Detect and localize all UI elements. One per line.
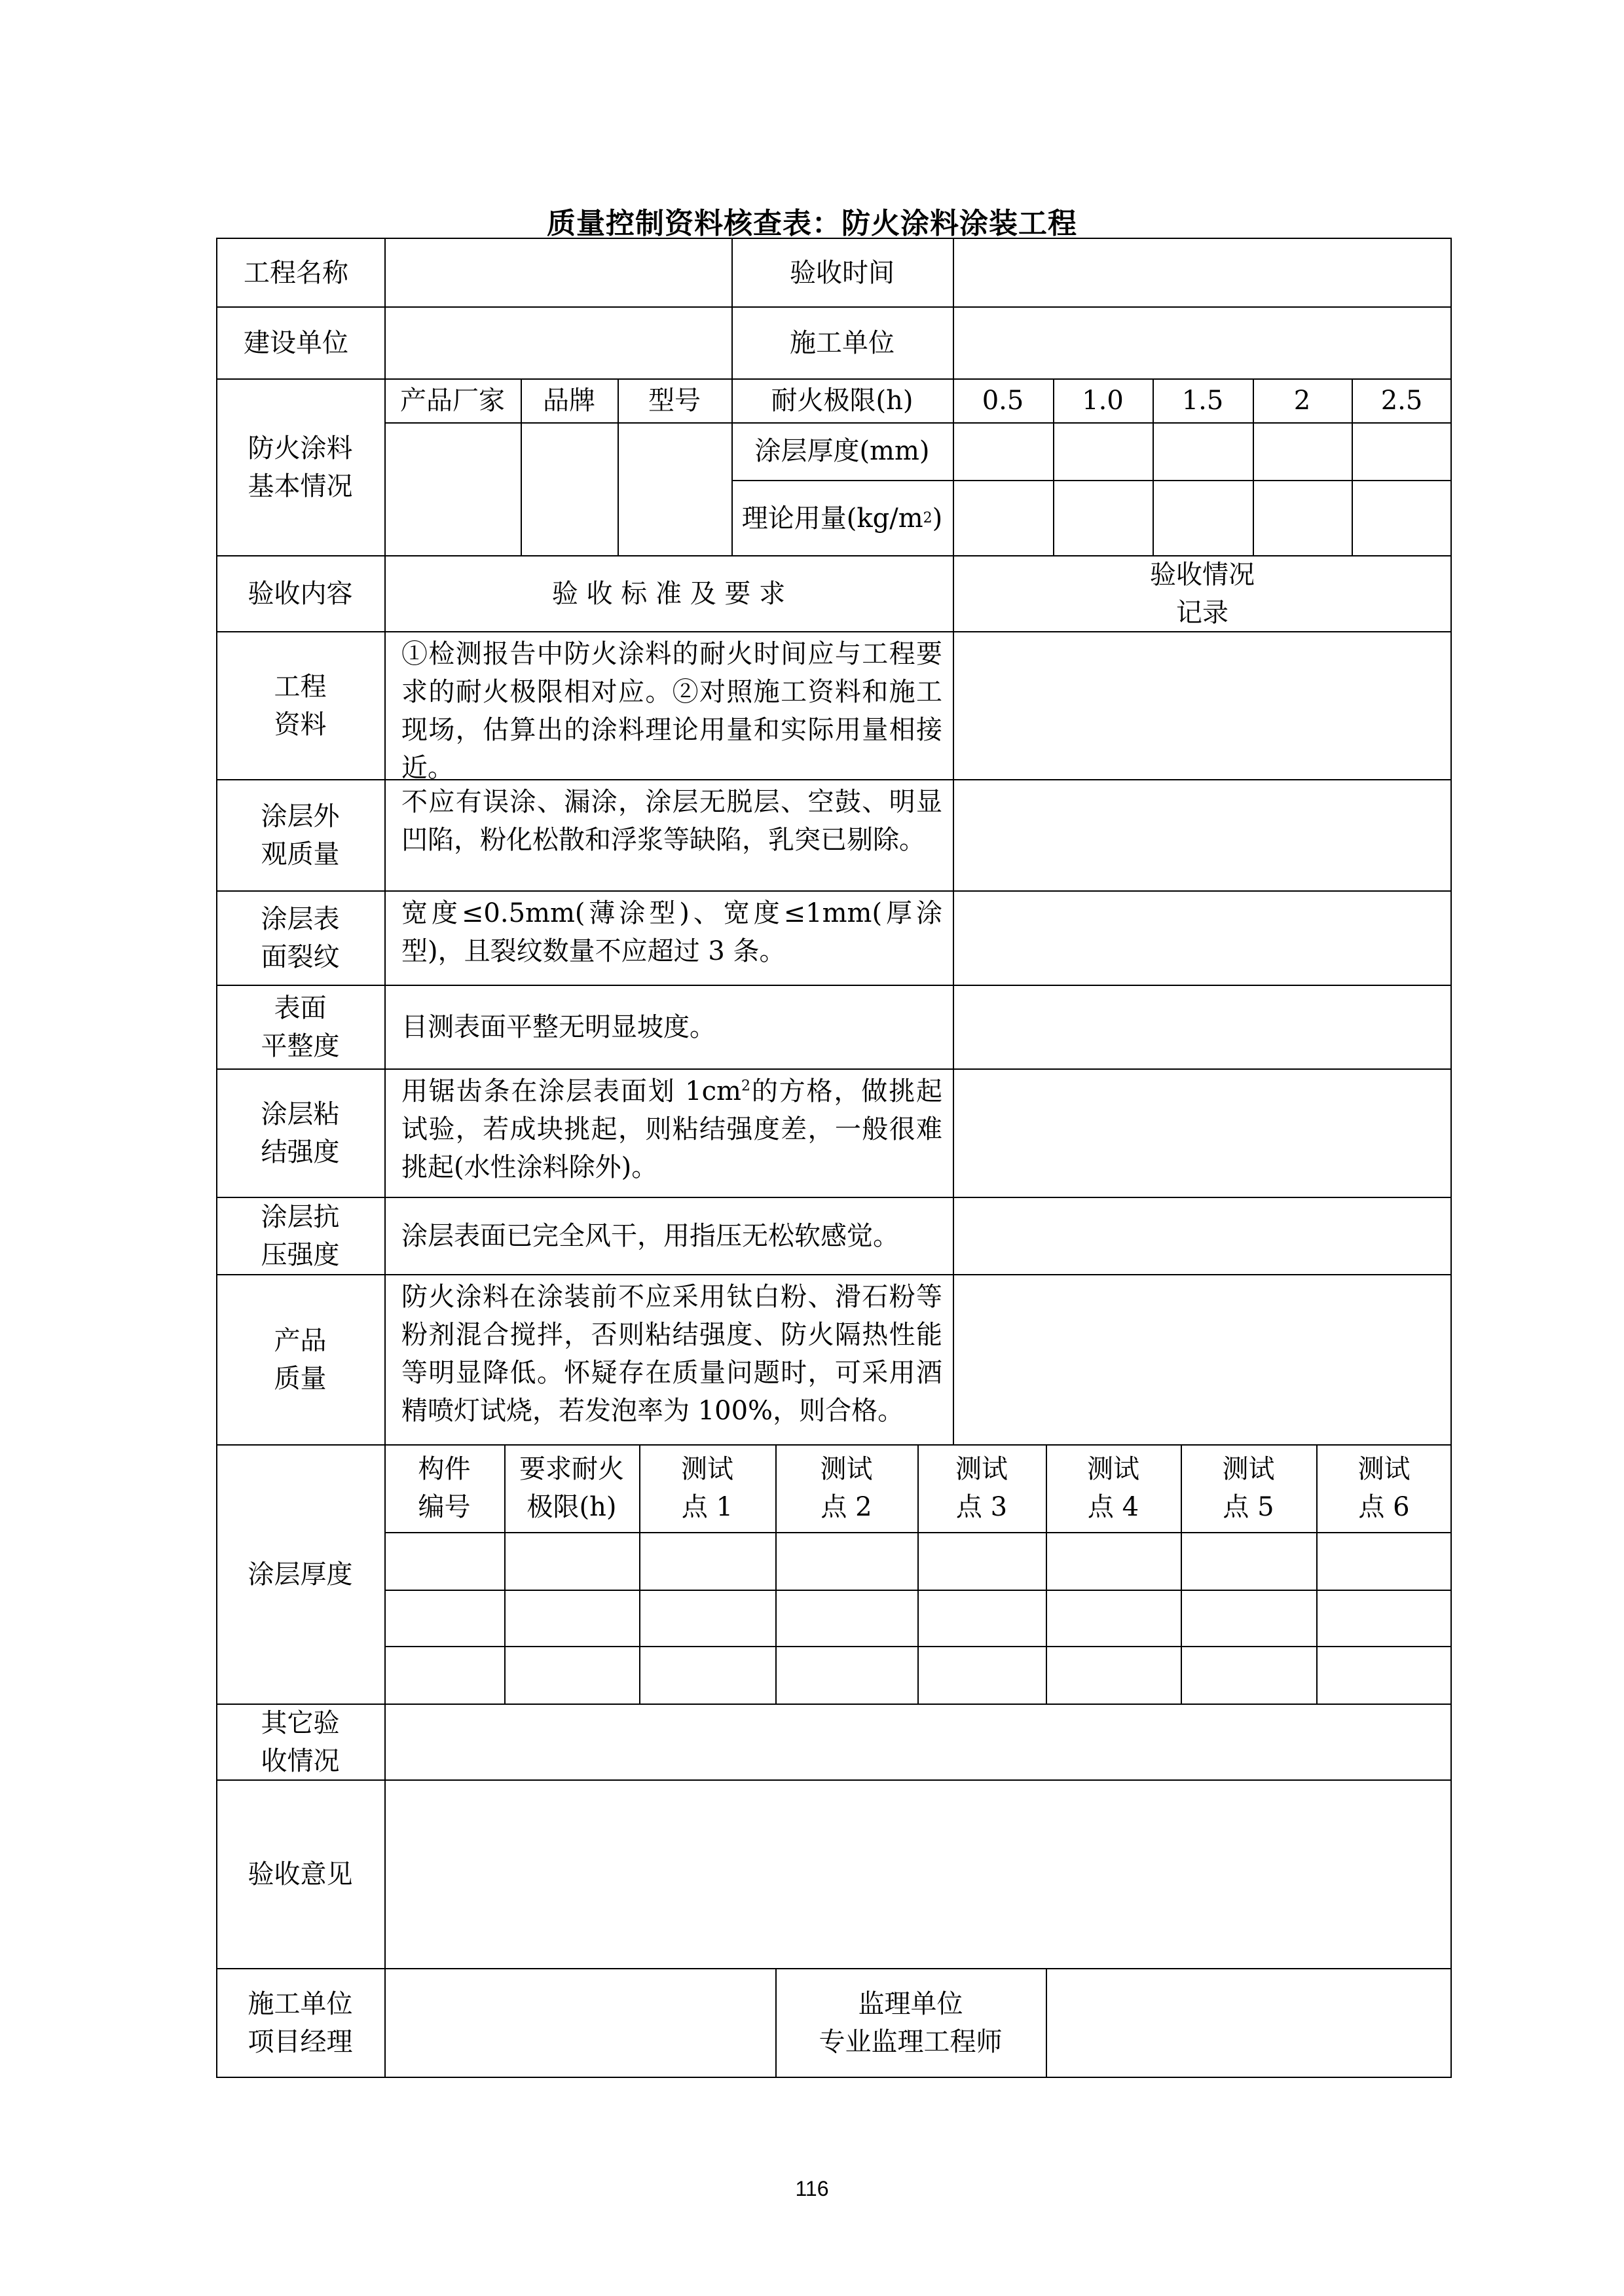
item-label: 工程 资料 [274,672,327,740]
item-label: 表面 平整度 [261,993,340,1061]
contractor-manager-signature[interactable] [386,1969,774,2077]
item-standard: 用锯齿条在涂层表面划 $1cm^2$的方格，做挑起试验，若成块挑起，则粘结强度差，一般很难挑起(水性涂料除外)。 [401,1076,942,1182]
acceptance-time-label: 验收时间 [790,257,895,288]
item-standard: 宽度≤0.5mm(薄涂型)、宽度≤1mm(厚涂型)，且裂纹数量不应超过 3 条。 [401,898,942,966]
divider [384,1590,1452,1591]
divider [384,631,386,780]
other-acceptance-label: 其它验 收情况 [261,1708,340,1776]
thickness-header: 测试 点 3 [955,1454,1008,1522]
other-acceptance-value[interactable] [386,1705,1450,1779]
record-header: 验收情况 记录 [1150,560,1255,628]
owner-unit-label: 建设单位 [244,328,348,358]
theoretical-dosage-label: 理论用量(kg/m 2 ) [741,503,943,534]
thickness-header: 测试 点 6 [1357,1454,1411,1522]
divider [384,1068,386,1198]
thickness-header: 要求耐火 极限(h) [519,1454,624,1522]
item-standard: 涂层表面已完全风干，用指压无松软感觉。 [401,1221,899,1251]
item-label: 产品 质量 [274,1326,327,1394]
item-label: 涂层抗 压强度 [261,1202,340,1270]
divider [384,779,386,892]
manufacturer-header: 产品厂家 [400,385,505,416]
fire-limit-value: 0.5 [982,385,1024,416]
fire-limit-label: 耐火极限(h) [771,385,913,416]
form-title: 质量控制资料核查表：防火涂料涂装工程 [547,207,1077,240]
thickness-header: 测试 点 2 [820,1454,873,1522]
item-label: 涂层外 观质量 [261,801,340,869]
coating-thickness-label: 涂层厚度(mm) [754,436,930,466]
divider [384,890,386,986]
divider [384,1646,1452,1647]
thickness-label: 涂层厚度 [248,1559,353,1590]
item-standard: ①检测报告中防火涂料的耐火时间应与工程要 求的耐火极限相对应。②对照施工资料和施工现场，估算出的涂料理论用量和实际用量相接近。 [401,639,942,783]
divider [384,1274,386,1446]
thickness-header: 测试 点 4 [1087,1454,1139,1522]
fire-limit-value: 2.5 [1380,385,1423,416]
item-record[interactable] [954,1275,1450,1444]
thickness-header: 测试 点 5 [1222,1454,1275,1522]
divider [384,1197,386,1275]
fire-limit-value: 1.5 [1181,385,1224,416]
supervisor-signature[interactable] [1047,1969,1450,2077]
brand-header: 品牌 [543,385,595,416]
fire-limit-value: 2 [1293,385,1311,416]
item-standard: 不应有误涂、漏涂，涂层无脱层、空鼓、明显凹陷，粉化松散和浮浆等缺陷，乳突已剔除。 [401,787,942,855]
item-record[interactable] [954,632,1450,779]
item-record[interactable] [954,1198,1450,1274]
acceptance-time-value[interactable] [954,239,1450,306]
item-record[interactable] [954,780,1450,890]
divider [384,1532,1452,1533]
item-record[interactable] [954,986,1450,1068]
contractor-value[interactable] [954,308,1450,378]
item-label: 涂层粘 结强度 [261,1099,340,1167]
contractor-manager-label: 施工单位 项目经理 [248,1989,353,2057]
opinion-value[interactable] [386,1781,1450,1968]
project-name-value[interactable] [386,239,730,306]
divider [384,985,386,1070]
item-standard: 目测表面平整无明显坡度。 [401,1012,716,1042]
owner-unit-value[interactable] [386,308,730,378]
item-record[interactable] [954,892,1450,985]
item-label: 涂层表 面裂纹 [261,904,340,972]
content-header: 验收内容 [248,579,353,609]
thickness-header: 构件 编号 [418,1454,471,1522]
thickness-header: 测试 点 1 [681,1454,733,1522]
item-standard: 防火涂料在涂装前不应采用钛白粉、滑石粉等粉剂混合搅拌，否则粘结强度、防火隔热性能等明显降低。怀疑存在质量问题时，可采用酒精喷灯试烧，若发泡率为 100%，则合格。 [401,1282,942,1426]
project-name-label: 工程名称 [244,257,348,288]
page-number: 116 [795,2177,829,2200]
supervisor-label: 监理单位 专业监理工程师 [819,1989,1003,2057]
fire-limit-value: 1.0 [1082,385,1124,416]
item-record[interactable] [954,1070,1450,1197]
standard-header: 验 收 标 准 及 要 求 [551,579,786,609]
opinion-label: 验收意见 [248,1859,353,1889]
model-header: 型号 [648,385,701,416]
basic-info-label: 防火涂料 基本情况 [248,433,353,501]
contractor-label: 施工单位 [790,328,895,358]
